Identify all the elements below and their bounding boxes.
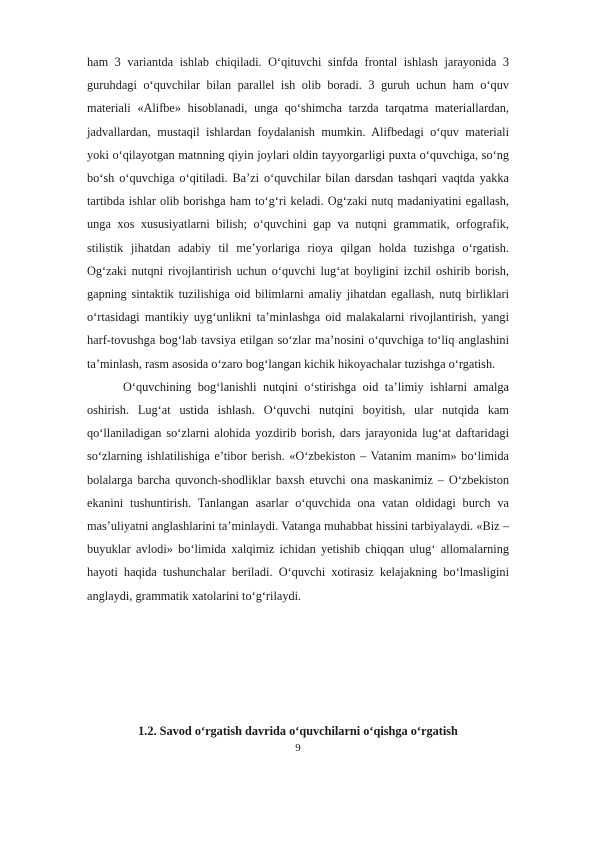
paragraph-speech-development: O‘quvchining bog‘lanishli nutqini o‘stirishga oid ta’limiy ishlarni amalga oshirish. Lug‘at ustida ishlash. O‘quvchi nutqini boyitish, ular nutqida kam qo‘llaniladigan so‘zlarni alohida yozdirib borish, dars jarayonida lug‘at daftaridagi so‘zlarning ishlatilishiga e’tibor berish. «O‘zbekiston – Vatanim manim» bo‘limida bolalarga barcha quvonch-shodliklar baxsh etuvchi ona maskanimiz – O‘zbekiston ekanini tushuntirish. Tanlangan asarlar o‘quvchida ona vatan oldidagi burch va mas’uliyatni anglashlarini ta’minlaydi. Vatanga muhabbat hissini tarbiyalaydi. «Biz – buyuklar avlodi» bo‘limida xalqimiz ichidan yetishib chiqqan ulug‘ allomalarning hayoti haqida tushunchalar beriladi. O‘quvchi xotirasiz kelajakning bo‘lmasligini anglaydi, grammatik xatolarini to‘g‘rilaydi. (87, 379, 509, 603)
body-text (87, 51, 509, 608)
section-heading: 1.2. Savod o‘rgatish davrida o‘quvchilarni o‘qishga o‘rgatish (138, 724, 458, 738)
page-number: 9 (295, 742, 301, 754)
paragraph-continuation: ham 3 variantda ishlab chiqiladi. O‘qituvchi sinfda frontal ishlash jarayonida 3 guruhdagi o‘quvchilar bilan parallel ish olib boradi. 3 guruh uchun ham o‘quv materiali «Alifbe» hisoblanadi, unga qo‘shimcha tarzda tarqatma materiallardan, jadvallardan, mustaqil ishlardan foydalanish mumkin. Alifbedagi o‘quv materiali yoki o‘qilayotgan matnning qiyin joylari oldin tayyorgarligi puxta o‘quvchiga, so‘ng bo‘sh o‘quvchiga o‘qitiladi. Ba’zi o‘quvchilar bilan darsdan tashqari vaqtda yakka tartibda ishlar olib borishga ham to‘g‘ri keladi. Og‘zaki nutq madaniyatini egallash, unga xos xususiyatlarni bilish; o‘quvchini gap va nutqni grammatik, orfografik, stilistik jihatdan adabiy til me’yorlariga rioya qilgan holda tuzishga o‘rgatish. Og‘zaki nutqni rivojlantirish uchun o‘quvchi lug‘at boyligini izchil oshirib borish, gapning sintaktik tuzilishiga oid bilimlarni amaliy jihatdan egallash, nutq birliklari o‘rtasidagi mantikiy uyg‘unlikni ta’minlashga oid malakalarni rivojlantirish, yangi harf-tovushga bog‘lab tavsiya etilgan so‘zlar ma’nosini o‘quvchiga to‘liq anglashini ta’minlash, rasm asosida o‘zaro bog‘langan kichik hikoyachalar tuzishga o‘rgatish. (87, 55, 509, 371)
